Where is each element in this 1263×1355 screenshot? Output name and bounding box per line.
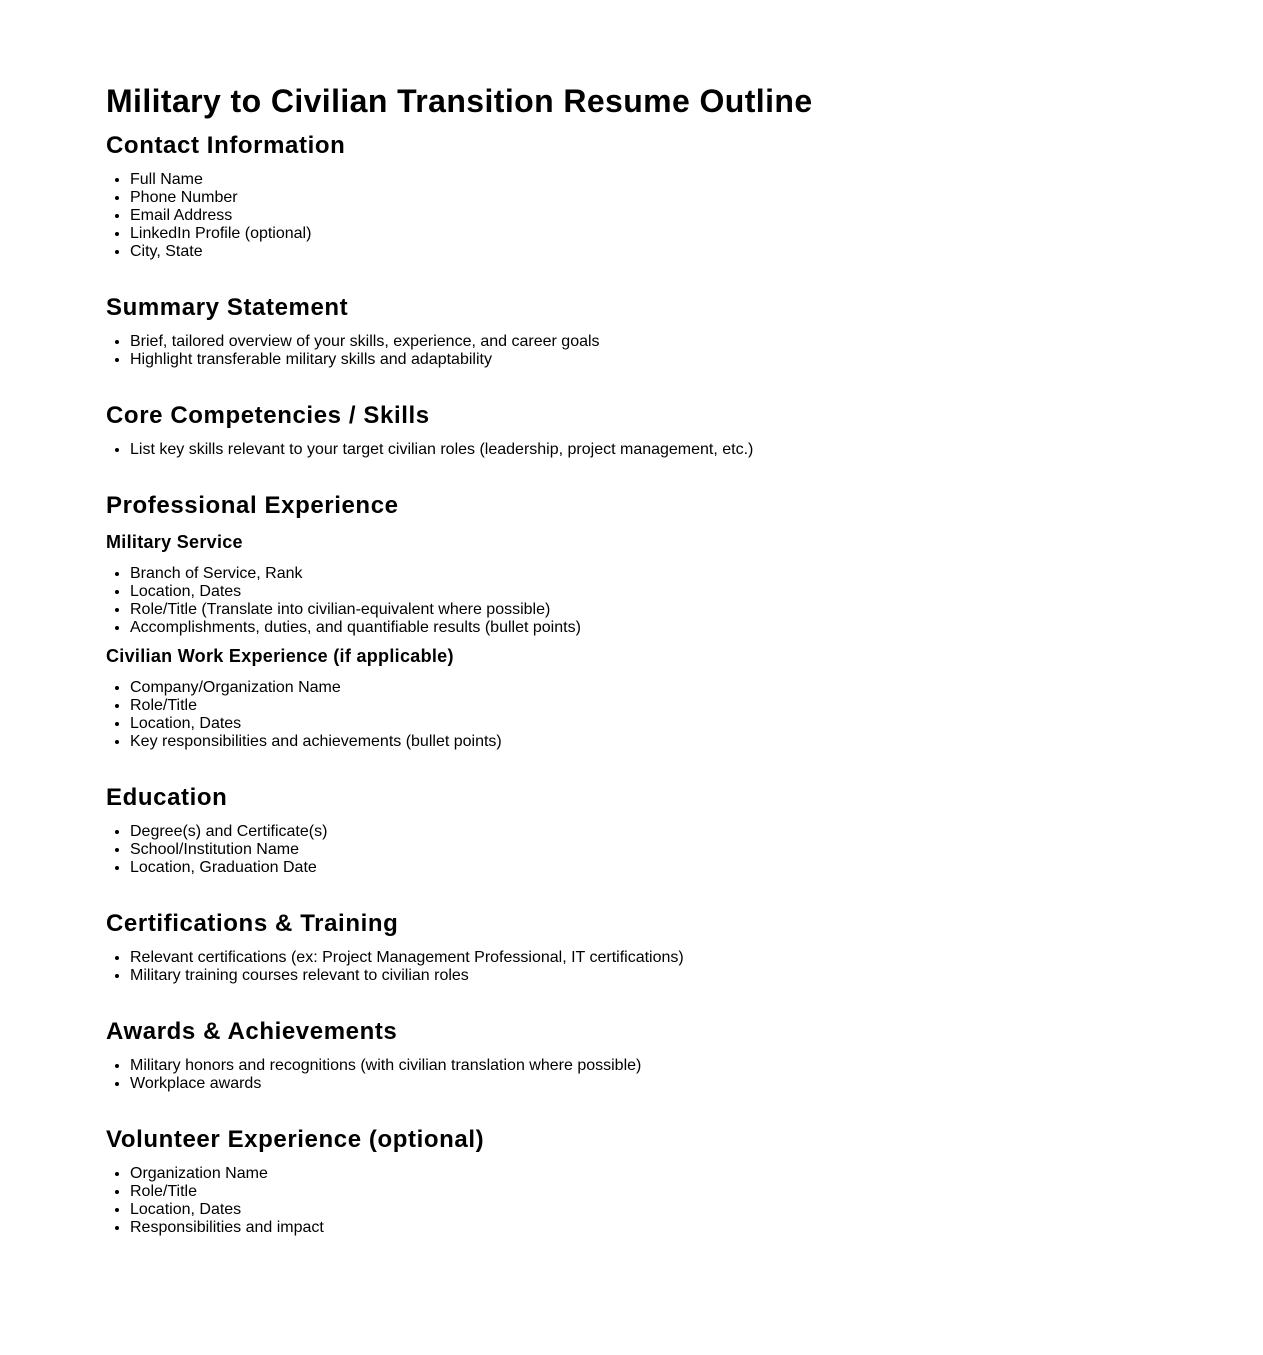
list-item: • City, State bbox=[130, 243, 1263, 261]
section-professional-experience bbox=[106, 492, 1263, 751]
section-volunteer-experience-optional bbox=[106, 1126, 1263, 1237]
bullet-list bbox=[106, 949, 1263, 985]
list-item: • Brief, tailored overview of your skills, experience, and career goals bbox=[130, 333, 1263, 351]
list-item: • Role/Title bbox=[130, 697, 1263, 715]
section-heading: Volunteer Experience (optional) bbox=[106, 1126, 485, 1153]
list-item: • Role/Title bbox=[130, 1183, 1263, 1201]
subsection-heading: Military Service bbox=[106, 532, 243, 552]
list-item: • Relevant certifications (ex: Project Management Professional, IT certifications) bbox=[130, 949, 1263, 967]
list-item: • Location, Graduation Date bbox=[130, 859, 1263, 877]
list-item: • Location, Dates bbox=[130, 715, 1263, 733]
list-item: • Email Address bbox=[130, 207, 1263, 225]
sections bbox=[106, 132, 1263, 1237]
bullet-list bbox=[106, 823, 1263, 877]
bullet-list bbox=[106, 441, 1263, 459]
list-item: • Location, Dates bbox=[130, 1201, 1263, 1219]
list-item: • Military training courses relevant to civilian roles bbox=[130, 967, 1263, 985]
list-item: • LinkedIn Profile (optional) bbox=[130, 225, 1263, 243]
bullet-list bbox=[106, 1057, 1263, 1093]
section-certifications-training bbox=[106, 910, 1263, 985]
list-item: • School/Institution Name bbox=[130, 841, 1263, 859]
section-heading: Contact Information bbox=[106, 132, 346, 159]
list-item: • Role/Title (Translate into civilian-equivalent where possible) bbox=[130, 601, 1263, 619]
list-item: • Branch of Service, Rank bbox=[130, 565, 1263, 583]
bullet-list bbox=[106, 679, 1263, 751]
bullet-list bbox=[106, 333, 1263, 369]
section-core-competencies-skills bbox=[106, 402, 1263, 459]
bullet-list bbox=[106, 1165, 1263, 1237]
list-item: • Location, Dates bbox=[130, 583, 1263, 601]
section-heading: Core Competencies / Skills bbox=[106, 402, 430, 429]
section-heading: Education bbox=[106, 784, 228, 811]
section-heading: Awards & Achievements bbox=[106, 1018, 398, 1045]
section-education bbox=[106, 784, 1263, 877]
section-summary-statement bbox=[106, 294, 1263, 369]
list-item: • Military honors and recognitions (with civilian translation where possible) bbox=[130, 1057, 1263, 1075]
list-item: • Phone Number bbox=[130, 189, 1263, 207]
list-item: • Company/Organization Name bbox=[130, 679, 1263, 697]
list-item: • Highlight transferable military skills and adaptability bbox=[130, 351, 1263, 369]
list-item: • Degree(s) and Certificate(s) bbox=[130, 823, 1263, 841]
list-item: • Organization Name bbox=[130, 1165, 1263, 1183]
list-item: • Full Name bbox=[130, 171, 1263, 189]
section-awards-achievements bbox=[106, 1018, 1263, 1093]
list-item: • List key skills relevant to your target civilian roles (leadership, project management, etc.) bbox=[130, 441, 1263, 459]
section-contact-information bbox=[106, 132, 1263, 261]
list-item: • Key responsibilities and achievements (bullet points) bbox=[130, 733, 1263, 751]
bullet-list bbox=[106, 565, 1263, 637]
subsection-heading: Civilian Work Experience (if applicable) bbox=[106, 646, 454, 666]
list-item: • Accomplishments, duties, and quantifiable results (bullet points) bbox=[130, 619, 1263, 637]
section-heading: Professional Experience bbox=[106, 492, 399, 519]
section-heading: Certifications & Training bbox=[106, 910, 399, 937]
bullet-list bbox=[106, 171, 1263, 261]
list-item: • Workplace awards bbox=[130, 1075, 1263, 1093]
list-item: • Responsibilities and impact bbox=[130, 1219, 1263, 1237]
section-heading: Summary Statement bbox=[106, 294, 349, 321]
page-title: Military to Civilian Transition Resume Outline bbox=[106, 83, 813, 119]
